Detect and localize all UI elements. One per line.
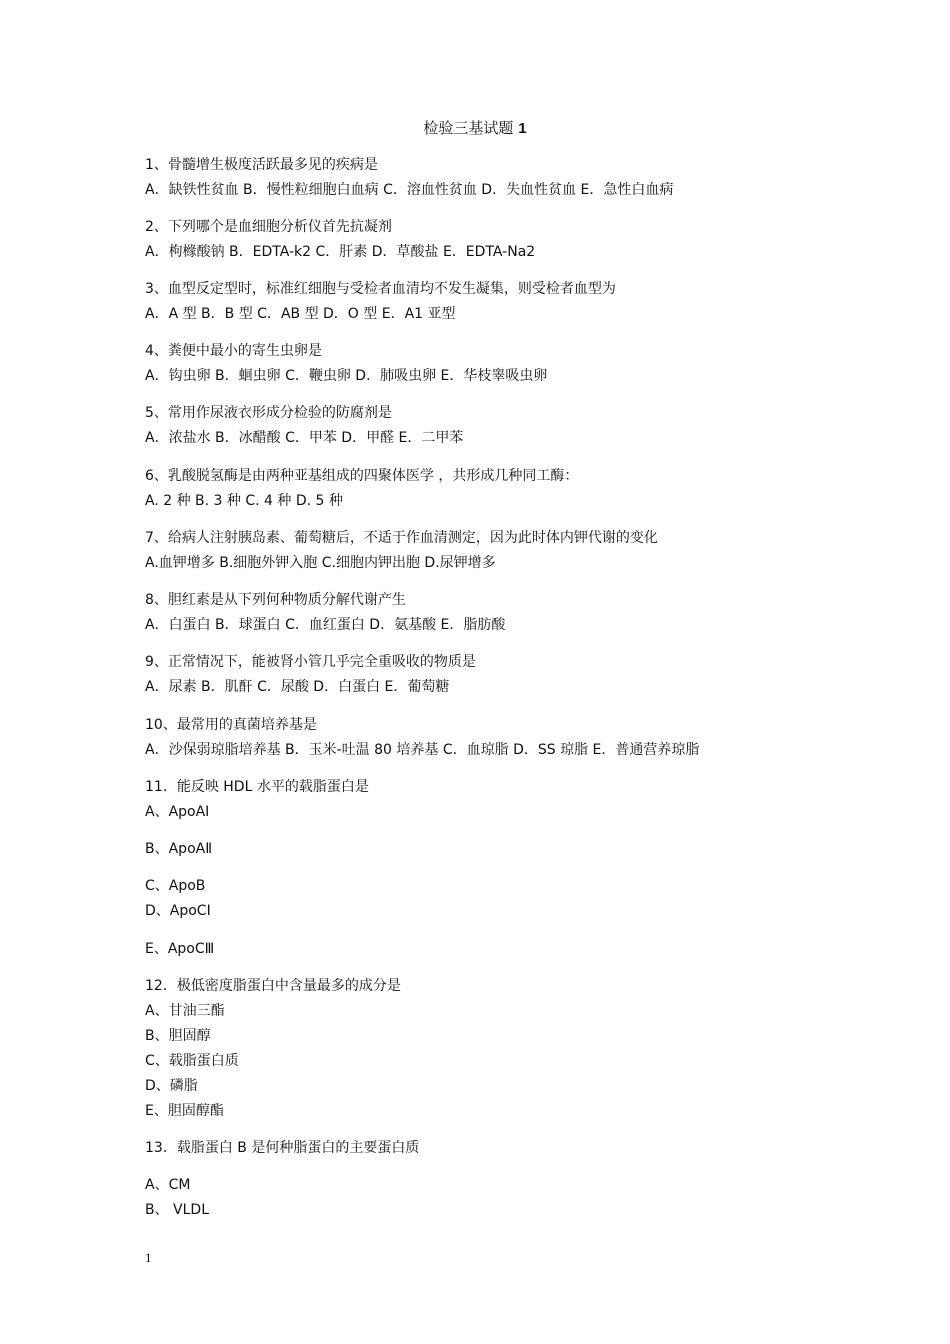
- question-9: 9、正常情况下，能被肾小管几乎完全重吸收的物质是: [145, 654, 476, 670]
- question-2-options: A．枸橼酸钠 B．EDTA-k2 C．肝素 D．草酸盐 E．EDTA-Na2: [145, 244, 536, 260]
- question-4-options: A．钩虫卵 B．蛔虫卵 C．鞭虫卵 D．肺吸虫卵 E．华枝睾吸虫卵: [145, 368, 548, 384]
- question-13-option-a: A、CM: [145, 1177, 191, 1193]
- question-13: 13．载脂蛋白 B 是何种脂蛋白的主要蛋白质: [145, 1140, 420, 1156]
- document-title: [0, 116, 950, 141]
- question-10-options: A．沙保弱琼脂培养基 B．玉米-吐温 80 培养基 C．血琼脂 D．SS 琼脂 E．普通营养琼脂: [145, 742, 700, 758]
- question-12: 12．极低密度脂蛋白中含量最多的成分是: [145, 978, 401, 994]
- question-3-options: A．A 型 B．B 型 C．AB 型 D．O 型 E．A1 亚型: [145, 306, 456, 322]
- question-2: 2、下列哪个是血细胞分析仪首先抗凝剂: [145, 219, 392, 235]
- question-12-option-c: C、载脂蛋白质: [145, 1053, 239, 1069]
- question-10: 10、最常用的真菌培养基是: [145, 717, 317, 733]
- question-1: 1、骨髓增生极度活跃最多见的疾病是: [145, 157, 378, 173]
- question-11-option-a: A、ApoAⅠ: [145, 804, 210, 820]
- question-11-option-c: C、ApoB: [145, 878, 206, 894]
- question-6-options: A. 2 种 B. 3 种 C. 4 种 D. 5 种: [145, 493, 343, 509]
- question-4: 4、粪便中最小的寄生虫卵是: [145, 343, 322, 359]
- question-12-option-e: E、胆固醇酯: [145, 1103, 224, 1119]
- question-11-option-d: D、ApoCⅠ: [145, 903, 211, 919]
- question-13-option-b: B、 VLDL: [145, 1202, 210, 1218]
- title-number: 1: [518, 120, 527, 137]
- question-8-options: A．白蛋白 B．球蛋白 C．血红蛋白 D．氨基酸 E．脂肪酸: [145, 617, 506, 633]
- page-number: 1: [145, 1250, 152, 1265]
- question-5-options: A．浓盐水 B．冰醋酸 C．甲苯 D．甲醛 E．二甲苯: [145, 430, 464, 446]
- question-11-option-e: E、ApoCⅢ: [145, 941, 215, 957]
- question-7-options: A.血钾增多 B.细胞外钾入胞 C.细胞内钾出胞 D.尿钾增多: [145, 555, 496, 571]
- question-11-option-b: B、ApoAⅡ: [145, 841, 213, 857]
- question-6: 6、乳酸脱氢酶是由两种亚基组成的四聚体医学 ，共形成几种同工酶：: [145, 468, 579, 484]
- question-12-option-d: D、磷脂: [145, 1078, 198, 1094]
- question-8: 8、胆红素是从下列何种物质分解代谢产生: [145, 592, 406, 608]
- question-12-option-a: A、甘油三酯: [145, 1003, 225, 1019]
- question-11: 11．能反映 HDL 水平的载脂蛋白是: [145, 779, 369, 795]
- question-7: 7、给病人注射胰岛素、葡萄糖后，不适于作血清测定，因为此时体内钾代谢的变化: [145, 530, 658, 546]
- question-3: 3、血型反定型时，标准红细胞与受检者血清均不发生凝集，则受检者血型为: [145, 281, 616, 297]
- question-1-options: A．缺铁性贫血 B．慢性粒细胞白血病 C．溶血性贫血 D．失血性贫血 E．急性白血病: [145, 182, 674, 198]
- title-text: 检验三基试题: [423, 119, 514, 137]
- question-12-option-b: B、胆固醇: [145, 1028, 211, 1044]
- question-9-options: A．尿素 B．肌酐 C．尿酸 D．白蛋白 E．葡萄糖: [145, 679, 450, 695]
- question-5: 5、常用作尿液衣形成分检验的防腐剂是: [145, 405, 392, 421]
